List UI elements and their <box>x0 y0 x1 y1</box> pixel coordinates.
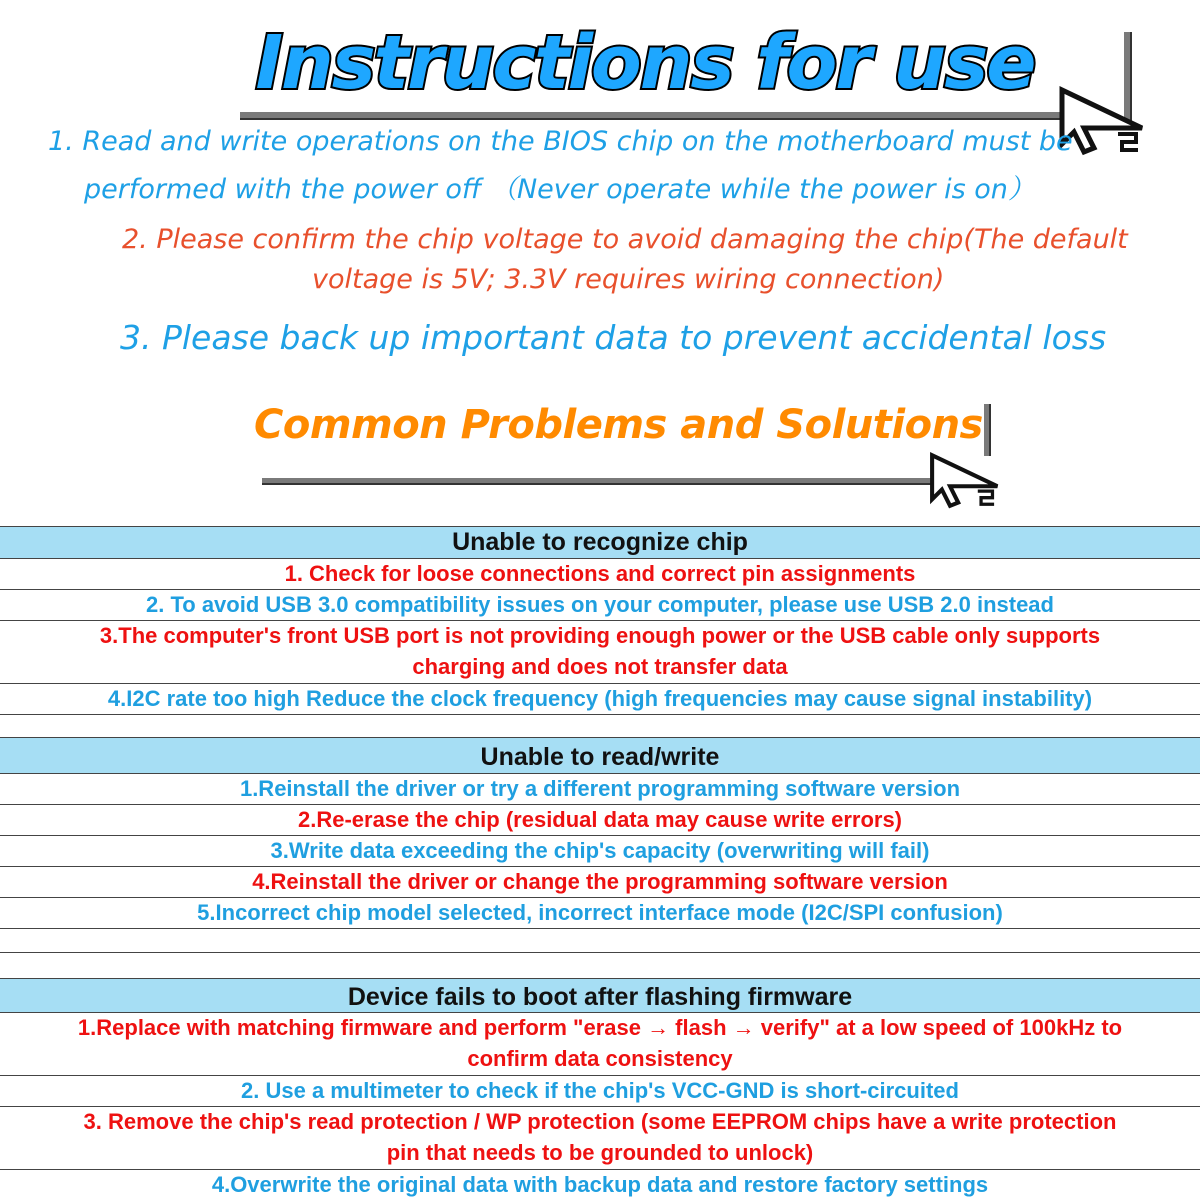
problems-title-underline <box>262 478 982 485</box>
table-row: 4.Reinstall the driver or change the programming software version <box>0 867 1200 898</box>
row-line: 3.The computer's front USB port is not providing enough power or the USB cable only supports <box>99 623 1101 648</box>
table-row-empty <box>0 929 1200 953</box>
table-row-empty <box>0 953 1200 979</box>
row-line: 3. Remove the chip's read protection / WP protection (some EEPROM chips have a write protection <box>83 1109 1117 1134</box>
instruction-1-line-1: 1. Read and write operations on the BIOS chip on the motherboard must be <box>48 126 1073 157</box>
row-line: charging and does not transfer data <box>412 653 788 679</box>
row-line: pin that needs to be grounded to unlock) <box>386 1139 814 1165</box>
title-underline <box>240 112 1100 120</box>
problems-title-text-cursor <box>984 404 991 456</box>
table-row: 4.Overwrite the original data with backup data and restore factory settings <box>211 1172 989 1197</box>
table-row: 1. Check for loose connections and correct pin assignments <box>0 559 1200 590</box>
table-row-empty <box>0 715 1200 738</box>
row-line: confirm data consistency <box>467 1045 733 1071</box>
table-row <box>0 621 1200 684</box>
page-title: Instructions for use <box>255 20 1035 106</box>
section-header-read-write: Unable to read/write <box>0 738 1200 774</box>
row-line: 1.Replace with matching firmware and perform "erase → flash → verify" at a low speed of 100kHz to <box>77 1015 1123 1040</box>
table-row: 1.Reinstall the driver or try a different programming software version <box>0 774 1200 805</box>
problems-title: Common Problems and Solutions <box>254 402 983 448</box>
table-row: 2. To avoid USB 3.0 compatibility issues on your computer, please use USB 2.0 instead <box>0 590 1200 621</box>
table-row: 4.I2C rate too high Reduce the clock frequency (high frequencies may cause signal instability) <box>0 684 1200 715</box>
table-row: 2. Use a multimeter to check if the chip's VCC-GND is short-circuited <box>0 1076 1200 1107</box>
mouse-pointer-icon <box>928 452 1008 514</box>
table-row: 5.Incorrect chip model selected, incorrect interface mode (I2C/SPI confusion) <box>0 898 1200 929</box>
instruction-2-line-2: voltage is 5V; 3.3V requires wiring connection) <box>312 264 945 295</box>
instruction-2-line-1: 2. Please confirm the chip voltage to avoid damaging the chip(The default <box>122 224 1128 255</box>
instruction-1-line-2: performed with the power off （Never operate while the power is on） <box>84 174 1035 205</box>
table-row: 3.Write data exceeding the chip's capacity (overwriting will fail) <box>0 836 1200 867</box>
instruction-3: 3. Please back up important data to prevent accidental loss <box>120 318 1107 357</box>
section-header-boot-fail: Device fails to boot after flashing firmware <box>0 979 1200 1013</box>
table-row: 2.Re-erase the chip (residual data may cause write errors) <box>0 805 1200 836</box>
table-row <box>0 1107 1200 1170</box>
table-row <box>0 1013 1200 1076</box>
section-header-recognize: Unable to recognize chip <box>0 527 1200 559</box>
